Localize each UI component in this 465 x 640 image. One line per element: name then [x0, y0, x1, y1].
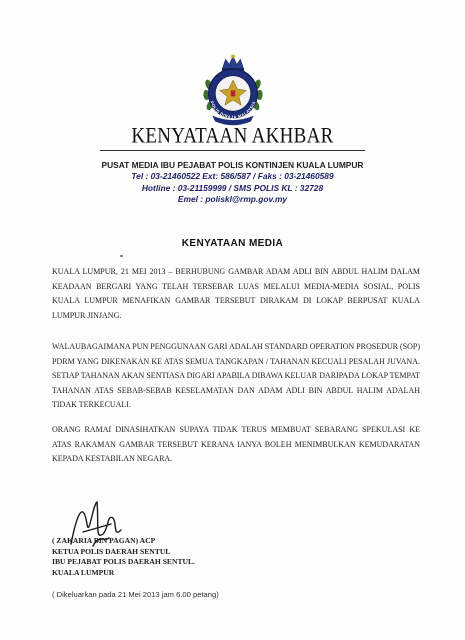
issued-note: ( Dikeluarkan pada 21 Mei 2013 jam 6.00 petang)	[52, 590, 219, 599]
paragraph-1: KUALA LUMPUR, 21 MEI 2013 – BERHUBUNG GAMBAR ADAM ADLI BIN ABDUL HALIM DALAM KEADAAN BERGARI YANG TELAH TERSEBAR LUAS MELALUI MEDIA-MEDIA SOSIAL, POLIS KUALA LUMPUR MENAFIKAN GAMBAR TERSEBUT DIRAKAM DI LOKAP BERPUSAT KUALA LUMPUR JINJANG.	[52, 267, 420, 320]
signatory-name: ( ZAKARIA BIN PAGAN) ACP	[52, 536, 156, 545]
organization-name: PUSAT MEDIA IBU PEJABAT POLIS KONTINJEN KUALA LUMPUR	[101, 160, 364, 170]
title-divider	[100, 150, 365, 151]
email-line: Emel : poliskl@rmp.gov.my	[177, 194, 288, 205]
police-crest-icon	[196, 52, 270, 126]
scan-speck	[120, 255, 123, 257]
signatory-position: KETUA POLIS DAERAH SENTUL	[52, 546, 171, 556]
signatory-block	[52, 536, 195, 578]
letterhead-contact	[0, 160, 465, 206]
signatory-city: KUALA LUMPUR	[52, 567, 115, 577]
crest-ring-text: POLIS DIRAJA MALAYSIA	[209, 100, 257, 120]
paragraph-3: ORANG RAMAI DINASIHATKAN SUPAYA TIDAK TERUS MEMBUAT SEBARANG SPEKULASI KE ATAS RAKAMAN GAMBAR TERSEBUT KERANA IANYA BOLEH MENIMBULKAN KEMUDARATAN KEPADA KESTABILAN NEGARA.	[52, 425, 420, 464]
signatory-office: IBU PEJABAT POLIS DAERAH SENTUL.	[52, 557, 195, 567]
document-title: KENYATAAN AKHBAR	[131, 124, 334, 149]
paragraph-2: WALAUBAGAIMANA PUN PENGGUNAAN GARI ADALAH STANDARD OPERATION PROSEDUR (SOP) PDRM YANG DIKENAKAN KE ATAS SEMUA TANGKAPAN / TAHANAN KECUALI PESALAH JUVANA. SETIAP TAHANAN AKAN SENTIASA DIGARI APABILA DIBAWA KELUAR DARIPADA LOKAP TEMPAT TAHANAN ATAS SEBAB-SEBAB KESELAMATAN DAN ADAM ADLI BIN ABDUL HALIM ADALAH TIDAK TERKECUALI.	[52, 342, 420, 410]
statement-title: KENYATAAN MEDIA	[181, 238, 284, 249]
phone-line: Tel : 03-21460522 Ext: 586/587 / Faks : 03-21460589	[131, 171, 334, 182]
hotline-line: Hotline : 03-21159999 / SMS POLIS KL : 32728	[141, 182, 324, 193]
